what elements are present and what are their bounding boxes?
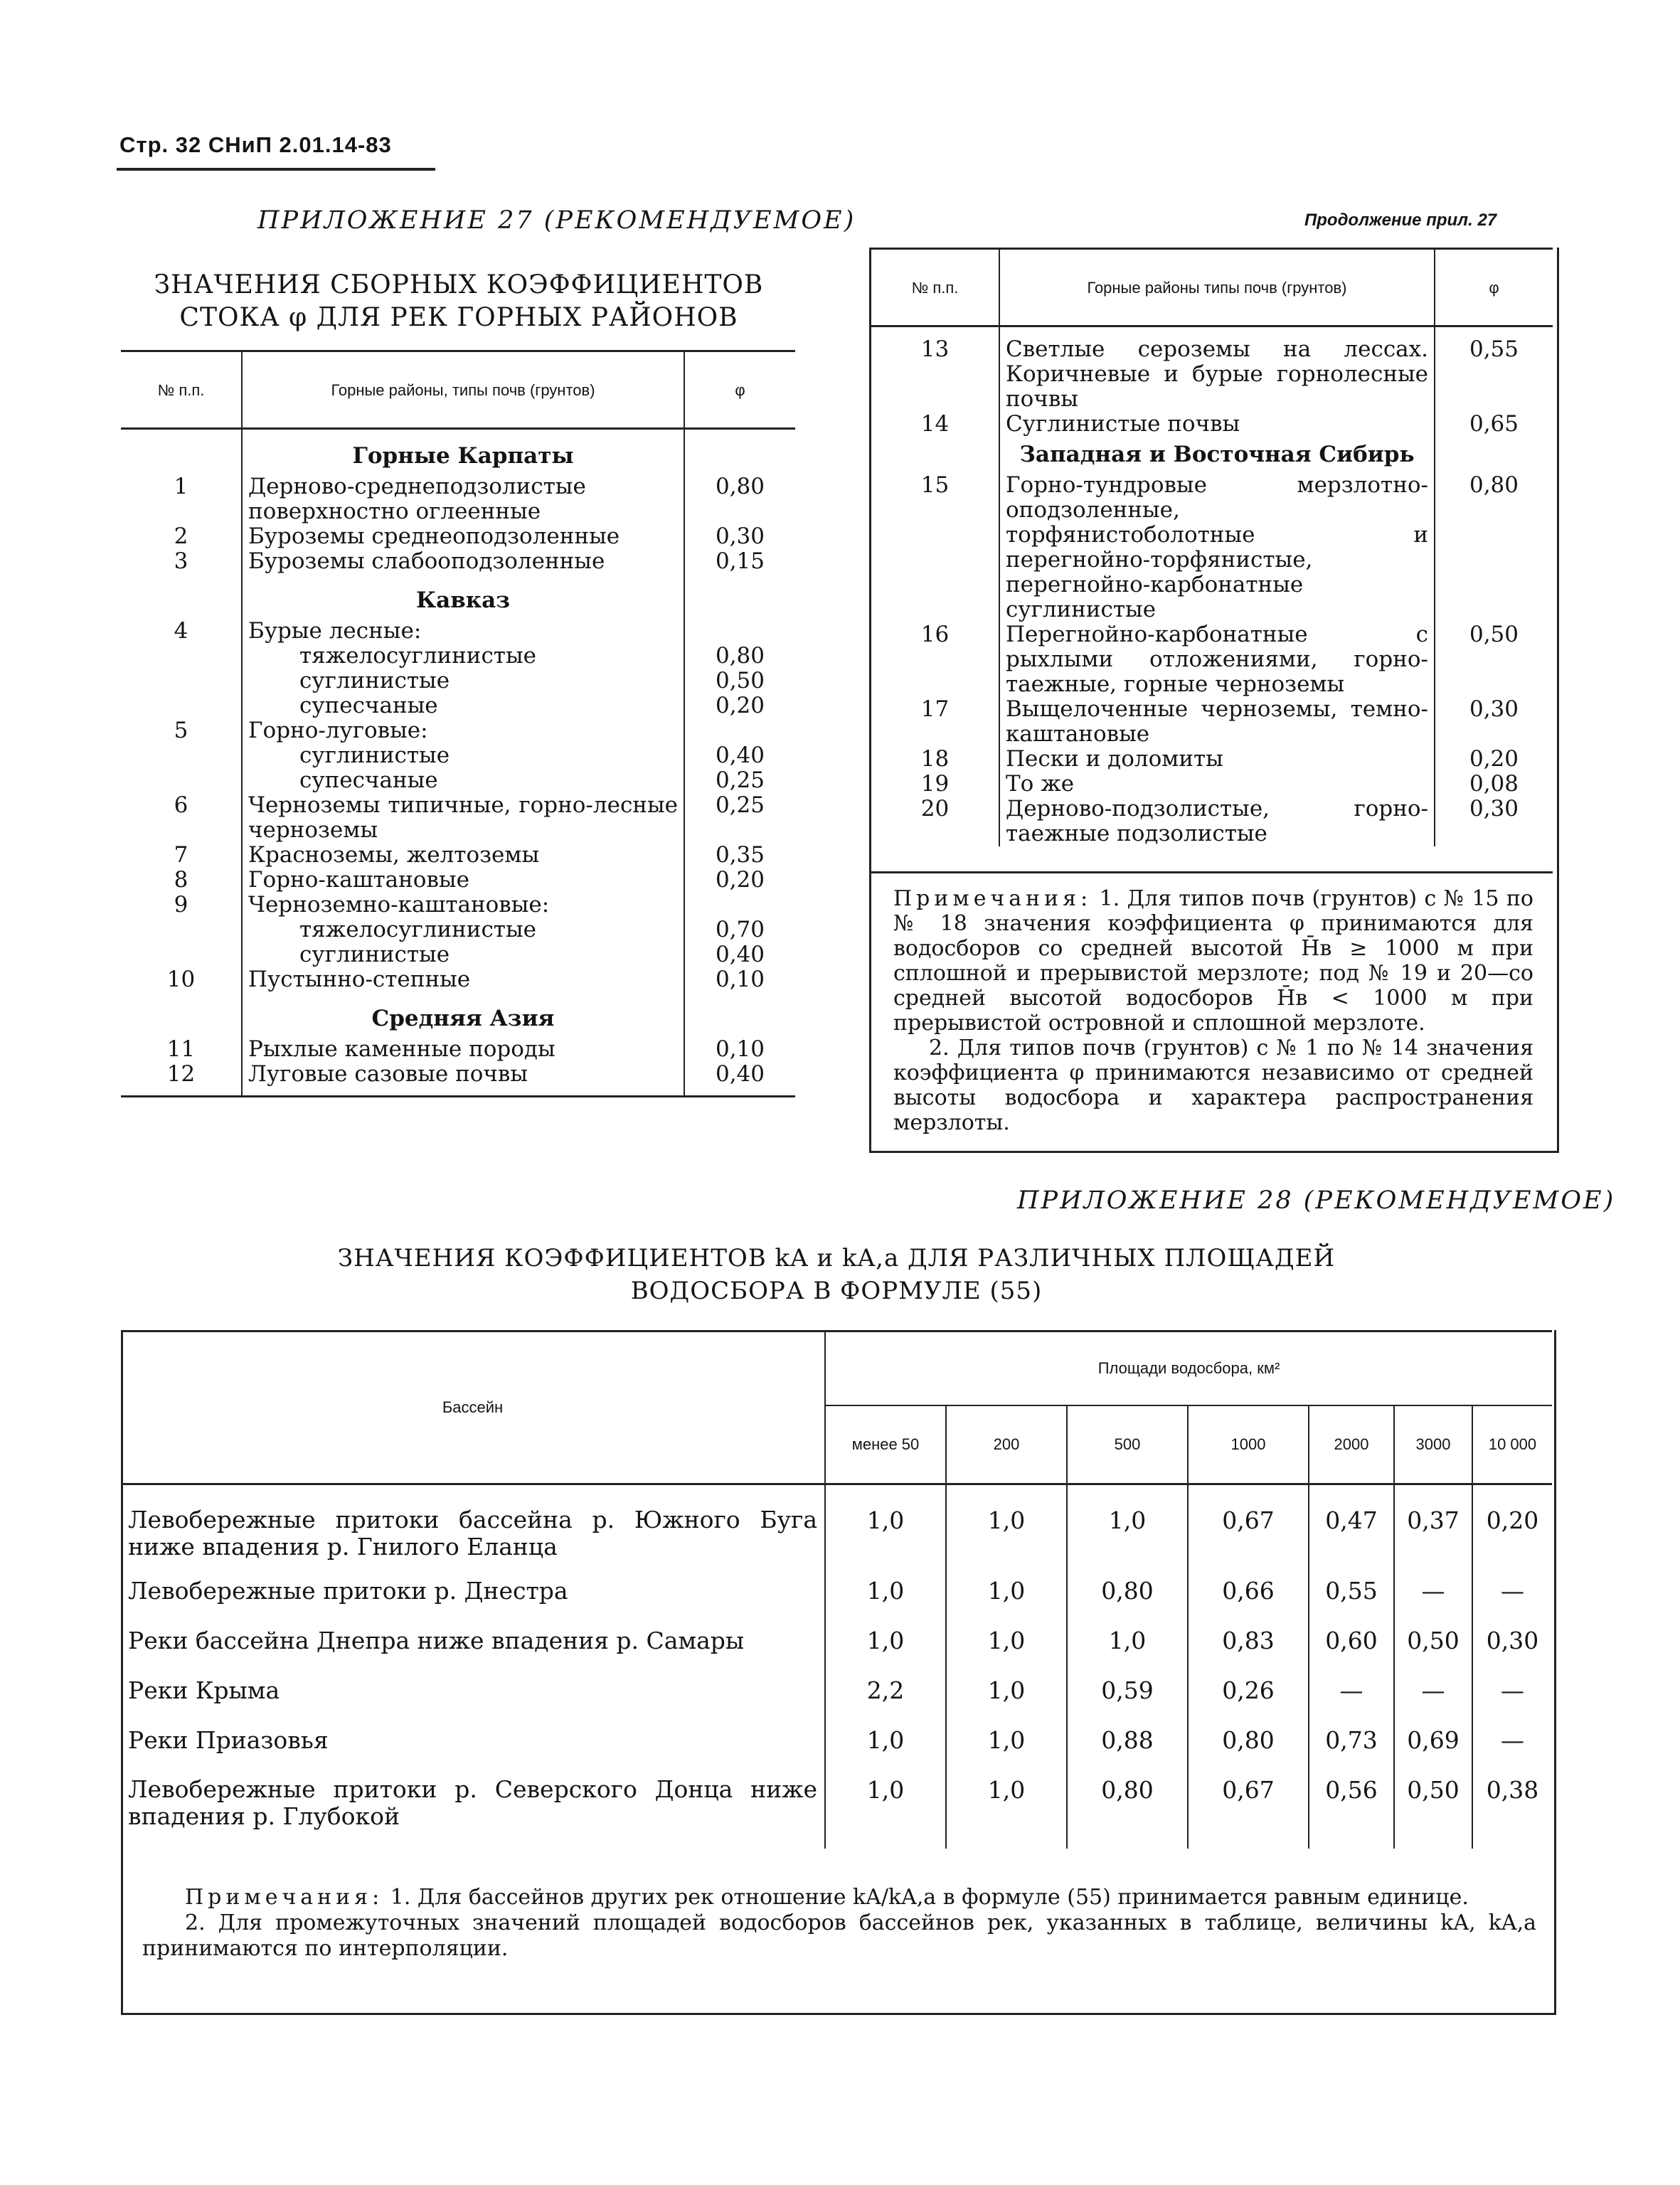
table-row: Реки Крыма 2,2 1,0 0,59 0,26 — — — <box>121 1664 1552 1713</box>
table-row: 9 Черноземно-каштановые: <box>121 893 795 918</box>
appendix28-title: ПРИЛОЖЕНИЕ 28 (РЕКОМЕНДУЕМОЕ) <box>1017 1186 1616 1215</box>
col-num-header: № п.п. <box>121 351 242 429</box>
table-row: 2 Буроземы среднеоподзоленные 0,30 <box>121 524 795 549</box>
phi-table-right <box>871 248 1553 846</box>
area-header: менее 50 <box>825 1405 946 1484</box>
table-row: Левобережные притоки р. Северского Донца ниже впадения р. Глубокой 1,0 1,0 0,80 0,67 0,56 0,50 0,38 <box>121 1763 1552 1849</box>
header-rule <box>117 168 435 171</box>
table-row: 14 Суглинистые почвы 0,65 <box>871 412 1553 437</box>
area-header: 2000 <box>1309 1405 1394 1484</box>
table-row: суглинистые 0,50 <box>121 669 795 693</box>
table-row: супесчаные 0,20 <box>121 693 795 718</box>
appendix27-title: ПРИЛОЖЕНИЕ 27 (РЕКОМЕНДУЕМОЕ) <box>257 206 856 235</box>
area-header: 10 000 <box>1472 1405 1552 1484</box>
table-row: Реки Приазовья 1,0 1,0 0,88 0,80 0,73 0,69 — <box>121 1713 1552 1763</box>
group-siberia: Западная и Восточная Сибирь <box>999 437 1435 473</box>
appendix28-heading-line1: ЗНАЧЕНИЯ КОЭФФИЦИЕНТОВ kA и kA,a ДЛЯ РАЗЛИЧНЫХ ПЛОЩАДЕЙ <box>337 1244 1336 1272</box>
table-row: 15 Горно-тундровые мерзлотно-оподзоленные, торфянистоболотные и перегнойно-торфянистые, перегнойно-карбонатные суглинистые 0,80 <box>871 473 1553 622</box>
notes-label-28: Примечания: <box>185 1885 384 1910</box>
phi-table-left <box>121 350 795 1097</box>
table-row: 6 Черноземы типичные, горно-лесные черноземы 0,25 <box>121 793 795 843</box>
appendix27-heading-line1: ЗНАЧЕНИЯ СБОРНЫХ КОЭФФИЦИЕНТОВ <box>154 270 764 299</box>
col-region-header-cont: Горные районы типы почв (грунтов) <box>999 249 1435 326</box>
table-row: 10 Пустынно-степные 0,10 <box>121 967 795 992</box>
area-table <box>121 1330 1552 1849</box>
table-row: 12 Луговые сазовые почвы 0,40 <box>121 1062 795 1087</box>
table-row: 7 Красноземы, желтоземы 0,35 <box>121 843 795 868</box>
table-row: 19 То же 0,08 <box>871 772 1553 797</box>
notes-label: Примечания: <box>893 886 1092 911</box>
table-row: супесчаные 0,25 <box>121 768 795 793</box>
table-row: тяжелосуглинистые 0,80 <box>121 644 795 669</box>
table-row: Реки бассейна Днепра ниже впадения р. Самары 1,0 1,0 1,0 0,83 0,60 0,50 0,30 <box>121 1614 1552 1664</box>
note-2-28: 2. Для промежуточных значений площадей водосборов бассейнов рек, указанных в таблице, величины kA, kA,a принимаются по интерполяции. <box>142 1910 1536 1961</box>
col-region-header: Горные районы, типы почв (грунтов) <box>242 351 684 429</box>
col-basin-header: Бассейн <box>121 1331 825 1484</box>
col-phi-header: φ <box>684 351 795 429</box>
appendix28-heading <box>121 1242 1552 1307</box>
table-row: 17 Выщелоченные черноземы, темно-каштановые 0,30 <box>871 697 1553 747</box>
note-1: 1. Для типов почв (грунтов) с № 15 по № 18 значения коэффициента φ принимаются для водосборов со средней высотой H̄в ≥ 1000 м при сплошной и прерывистой мерзлоте; под № 19 и 20—со средней высотой водосборов H̄в < 1000 м при прерывистой островной и сплошной мерзлоте. <box>893 886 1533 1036</box>
continuation-label: Продолжение прил. 27 <box>1304 211 1497 230</box>
table-row: 1 Дерново-среднеподзолистые поверхностно оглеенные 0,80 <box>121 474 795 524</box>
appendix27-heading-line2: СТОКА φ ДЛЯ РЕК ГОРНЫХ РАЙОНОВ <box>179 303 738 332</box>
table-row: суглинистые 0,40 <box>121 743 795 768</box>
appendix27-heading <box>121 269 797 334</box>
appendix28-notes <box>142 1885 1536 1962</box>
group-carpathians: Горные Карпаты <box>242 429 684 475</box>
group-central-asia: Средняя Азия <box>242 992 684 1037</box>
table-row: 3 Буроземы слабооподзоленные 0,15 <box>121 549 795 574</box>
area-header: 500 <box>1067 1405 1188 1484</box>
table-row: Левобережные притоки бассейна р. Южного Буга ниже впадения р. Гнилого Еланца 1,0 1,0 1,0 0,67 0,47 0,37 0,20 <box>121 1484 1552 1564</box>
table-row: 5 Горно-луговые: <box>121 718 795 743</box>
table-row: Левобережные притоки р. Днестра 1,0 1,0 0,80 0,66 0,55 — — <box>121 1564 1552 1614</box>
note-2: 2. Для типов почв (грунтов) с № 1 по № 14 значения коэффициента φ принимаются независимо от средней высоты водосбора и характера распространения мерзлоты. <box>893 1036 1533 1135</box>
table-row: суглинистые 0,40 <box>121 942 795 967</box>
area-header: 200 <box>946 1405 1067 1484</box>
appendix28-heading-line2: ВОДОСБОРА В ФОРМУЛЕ (55) <box>630 1277 1043 1305</box>
appendix27-notes <box>893 886 1533 1135</box>
table-row: 11 Рыхлые каменные породы 0,10 <box>121 1037 795 1062</box>
col-area-header: Площади водосбора, км² <box>825 1331 1552 1406</box>
note-1-28: 1. Для бассейнов других рек отношение kA/kA,a в формуле (55) принимается равным единице. <box>390 1885 1469 1910</box>
col-phi-header-cont: φ <box>1435 249 1553 326</box>
right-table-bottom-rule <box>871 871 1553 873</box>
table-row: 20 Дерново-подзолистые, горно-таежные подзолистые 0,30 <box>871 797 1553 846</box>
table-row: 4 Бурые лесные: <box>121 619 795 644</box>
table-row: 8 Горно-каштановые 0,20 <box>121 868 795 893</box>
col-num-header-cont: № п.п. <box>871 249 999 326</box>
area-header: 1000 <box>1188 1405 1309 1484</box>
area-header: 3000 <box>1394 1405 1472 1484</box>
table-row: тяжелосуглинистые 0,70 <box>121 918 795 942</box>
page-header: Стр. 32 СНиП 2.01.14-83 <box>119 132 392 157</box>
table-row: 16 Перегнойно-карбонатные с рыхлыми отложениями, горно-таежные, горные черноземы 0,50 <box>871 622 1553 697</box>
table-row: 18 Пески и доломиты 0,20 <box>871 747 1553 772</box>
group-caucasus: Кавказ <box>242 574 684 619</box>
table-row: 13 Светлые сероземы на лессах. Коричневые и бурые горнолесные почвы 0,55 <box>871 337 1553 412</box>
